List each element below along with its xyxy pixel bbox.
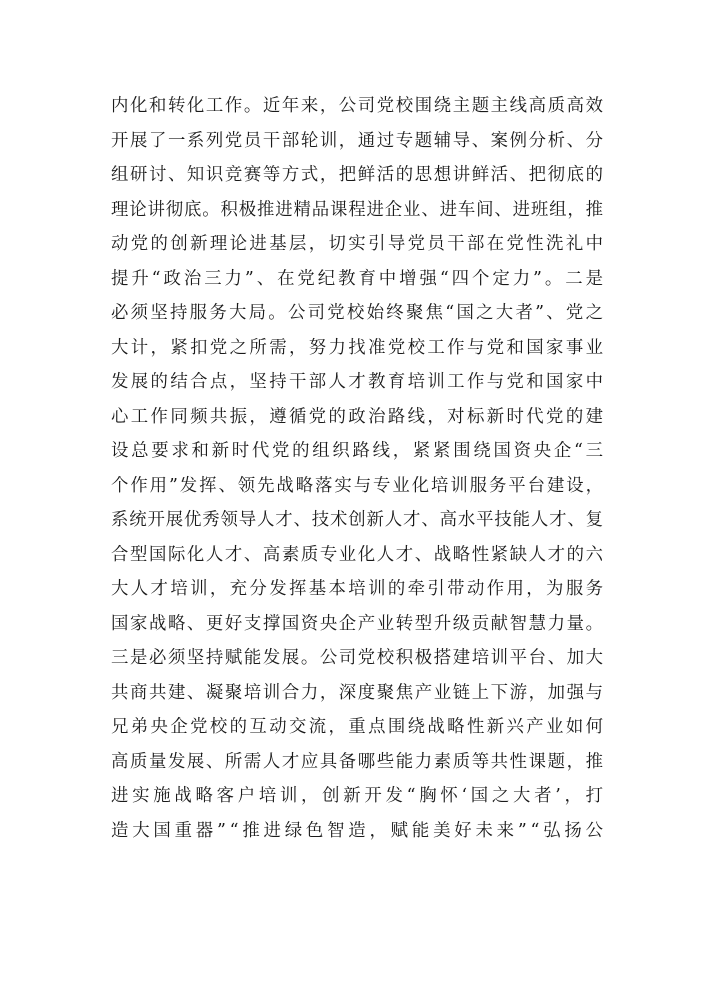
text-line: 造大国重器”“推进绿色智造，赋能美好未来”“弘扬公: [111, 820, 607, 841]
text-line: 大计，紧扣党之所需，努力找准党校工作与党和国家事业: [111, 337, 606, 358]
text-line: 共商共建、凝聚培训合力，深度聚焦产业链上下游，加强与: [111, 682, 605, 703]
text-line: 理论讲彻底。积极推进精品课程进企业、进车间、进班组，推: [111, 199, 604, 220]
text-line: 兄弟央企党校的互动交流，重点围绕战略性新兴产业如何: [111, 717, 606, 737]
text-line: 进实施战略客户培训，创新开发“胸怀‘国之大者’，打: [111, 786, 607, 806]
text-line: 高质量发展、所需人才应具备哪些能力素质等共性课题，推: [111, 751, 605, 772]
text-line: 三是必须坚持赋能发展。公司党校积极搭建培训平台、加大: [111, 648, 605, 668]
text-line: 合型国际化人才、高素质专业化人才、战略性紧缺人才的六: [111, 544, 605, 565]
text-line: 设总要求和新时代党的组织路线，紧紧围绕国资央企“三: [111, 441, 606, 461]
text-line: 开展了一系列党员干部轮训，通过专题辅导、案例分析、分: [111, 130, 605, 151]
text-line: 动党的创新理论进基层，切实引导党员干部在党性洗礼中: [111, 234, 606, 254]
body-text: [111, 89, 607, 848]
text-line: 组研讨、知识竞赛等方式，把鲜活的思想讲鲜活、把彻底的: [111, 165, 605, 185]
text-line: 心工作同频共振，遵循党的政治路线，对标新时代党的建: [111, 406, 606, 427]
text-line: 必须坚持服务大局。公司党校始终聚焦“国之大者”、党之: [111, 303, 606, 323]
text-line: 大人才培训，充分发挥基本培训的牵引带动作用，为服务: [111, 579, 606, 599]
text-line: 系统开展优秀领导人才、技术创新人才、高水平技能人才、复: [111, 510, 604, 530]
text-line: 发展的结合点，坚持干部人才教育培训工作与党和国家中: [111, 372, 606, 392]
text-line: 内化和转化工作。近年来，公司党校围绕主题主线高质高效: [111, 96, 605, 116]
text-line: 个作用”发挥、领先战略落实与专业化培训服务平台建设，: [111, 475, 605, 496]
text-line: 国家战略、更好支撑国资央企产业转型升级贡献智慧力量。: [111, 613, 605, 634]
text-line: 提升“政治三力”、在党纪教育中增强“四个定力”。二是: [111, 268, 606, 289]
